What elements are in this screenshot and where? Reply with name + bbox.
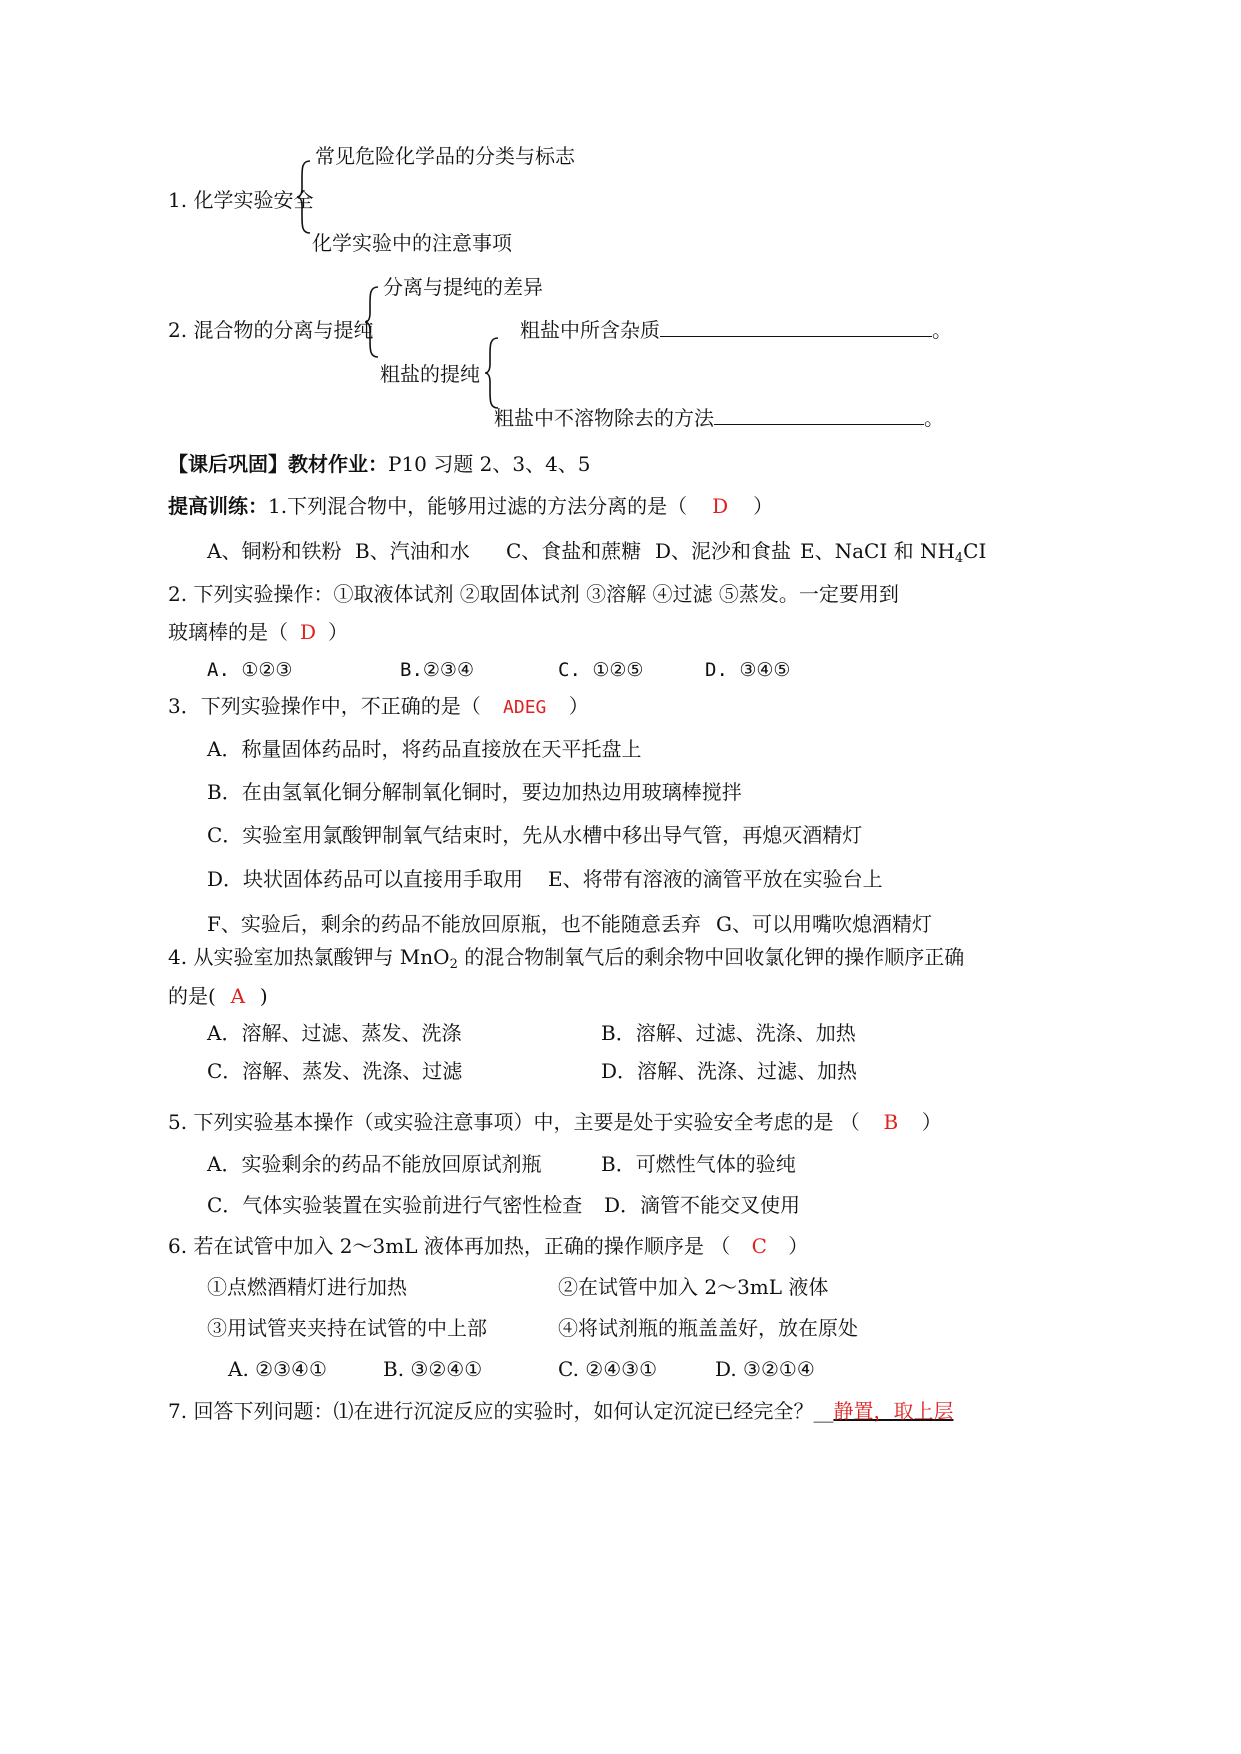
q3-option-c: C．实验室用氯酸钾制氧气结束时，先从水槽中移出导气管，再熄灭酒精灯 bbox=[207, 823, 863, 847]
q7-stem bbox=[168, 1397, 953, 1425]
q4-answer: A bbox=[230, 984, 246, 1008]
q6-step-4: ④将试剂瓶的瓶盖盖好，放在原处 bbox=[558, 1316, 858, 1340]
q1-option-e-sub: 4 bbox=[954, 551, 964, 566]
q1-option-e-pre: E、NaCI 和 NH bbox=[800, 539, 955, 563]
q3-answer: ADEG bbox=[503, 697, 547, 718]
q1-option-d: D、泥沙和食盐 bbox=[655, 539, 792, 563]
q3-option-d: D．块状固体药品可以直接用手取用 bbox=[207, 867, 524, 891]
q5-stem bbox=[168, 1108, 942, 1136]
q6-option-b: B. ③②④① bbox=[383, 1357, 483, 1381]
q3-stem-text: 3．下列实验操作中，不正确的是（ bbox=[168, 694, 481, 718]
q5-stem-text: 5. 下列实验基本操作（或实验注意事项）中，主要是处于实验安全考虑的是 （ bbox=[168, 1110, 860, 1134]
q1-stem-text: 1.下列混合物中，能够用过滤的方法分离的是（ bbox=[268, 494, 688, 518]
q3-option-b: B．在由氢氧化铜分解制氧化铜时，要边加热边用玻璃棒搅拌 bbox=[207, 780, 742, 804]
outline1-label: 1. 化学实验安全 bbox=[168, 188, 314, 212]
outline2-sub-1-blank[interactable] bbox=[660, 316, 932, 337]
q6-option-d: D. ③②①④ bbox=[715, 1357, 815, 1381]
q5-option-b: B．可燃性气体的验纯 bbox=[601, 1152, 796, 1176]
homework-heading: 【课后巩固】教材作业： bbox=[168, 452, 388, 476]
q3-option-f: F、实验后，剩余的药品不能放回原瓶，也不能随意丢弃 bbox=[207, 912, 701, 936]
q1-close: ） bbox=[753, 494, 774, 518]
q6-option-a: A. ②③④① bbox=[228, 1357, 327, 1381]
q2-answer: D bbox=[299, 620, 317, 644]
q5-option-a: A．实验剩余的药品不能放回原试剂瓶 bbox=[207, 1152, 542, 1176]
q2-option-b: B.②③④ bbox=[400, 659, 474, 681]
q1-option-e bbox=[800, 537, 986, 565]
q1-option-a: A、铜粉和铁粉 bbox=[207, 539, 342, 563]
q4-stem-pre: 4. 从实验室加热氯酸钾与 MnO bbox=[168, 945, 450, 969]
q2-option-d: D. ③④⑤ bbox=[705, 659, 791, 681]
q4-stem-line-2 bbox=[168, 982, 268, 1010]
q6-answer: C bbox=[751, 1234, 767, 1258]
q3-stem bbox=[168, 692, 589, 722]
q4-option-c: C．溶解、蒸发、洗涤、过滤 bbox=[207, 1059, 463, 1083]
q7-answer: 静置，取上层 bbox=[833, 1399, 954, 1423]
outline2-sub-2-end: 。 bbox=[924, 406, 944, 430]
q6-option-c: C. ②④③① bbox=[558, 1357, 658, 1381]
q4-stem-post: 的混合物制氧气后的剩余物中回收氯化钾的操作顺序正确 bbox=[457, 945, 965, 969]
outline2-sub-1-label: 粗盐中所含杂质 bbox=[520, 318, 660, 342]
q1-option-b: B、汽油和水 bbox=[355, 539, 470, 563]
outline2-sub-1-end: 。 bbox=[932, 318, 952, 342]
q2-option-c: C. ①②⑤ bbox=[558, 659, 644, 681]
q6-step-2: ②在试管中加入 2～3mL 液体 bbox=[558, 1275, 829, 1299]
q4-option-b: B．溶解、过滤、洗涤、加热 bbox=[601, 1021, 856, 1045]
q4-option-a: A．溶解、过滤、蒸发、洗涤 bbox=[207, 1021, 462, 1045]
q1-option-c: C、食盐和蔗糖 bbox=[506, 539, 642, 563]
outline2-sub-2-label: 粗盐中不溶物除去的方法 bbox=[494, 406, 714, 430]
outline2-label: 2. 混合物的分离与提纯 bbox=[168, 318, 374, 342]
q7-answer-lead: __ bbox=[813, 1399, 834, 1423]
outline1-brace bbox=[296, 160, 314, 234]
q6-stem-text: 6. 若在试管中加入 2～3mL 液体再加热，正确的操作顺序是 （ bbox=[168, 1234, 731, 1258]
q4-stem-sub: 2 bbox=[449, 957, 458, 972]
q1-stem bbox=[168, 492, 773, 520]
q1-heading: 提高训练： bbox=[168, 494, 268, 518]
q2-close: ） bbox=[328, 620, 348, 644]
q2-stem-line-2 bbox=[168, 618, 348, 646]
q3-option-e: E、将带有溶液的滴管平放在实验台上 bbox=[548, 867, 883, 891]
q1-option-e-post: CI bbox=[963, 539, 987, 563]
q4-stem-line-1 bbox=[168, 943, 964, 971]
outline1-branch-1: 常见危险化学品的分类与标志 bbox=[315, 144, 575, 168]
q1-answer: D bbox=[712, 494, 729, 518]
q2-stem-text: 玻璃棒的是（ bbox=[168, 620, 288, 644]
outline2-sub-1 bbox=[520, 316, 952, 344]
outline2-branch-2: 粗盐的提纯 bbox=[380, 362, 480, 386]
outline1-branch-2: 化学实验中的注意事项 bbox=[312, 231, 512, 255]
q7-stem-text: 7. 回答下列问题：⑴在进行沉淀反应的实验时，如何认定沉淀已经完全？ bbox=[168, 1399, 814, 1423]
q6-step-3: ③用试管夹夹持在试管的中上部 bbox=[207, 1316, 487, 1340]
q6-close: ） bbox=[788, 1234, 809, 1258]
outline2-branch-1: 分离与提纯的差异 bbox=[383, 275, 543, 299]
outline2-sub-brace bbox=[484, 337, 502, 409]
q5-option-d: D．滴管不能交叉使用 bbox=[604, 1193, 801, 1217]
q5-option-c: C．气体实验装置在实验前进行气密性检查 bbox=[207, 1193, 583, 1217]
q2-option-a: A. ①②③ bbox=[207, 659, 293, 681]
q3-option-g: G、可以用嘴吹熄酒精灯 bbox=[716, 912, 932, 936]
outline2-brace bbox=[364, 286, 382, 358]
q6-stem bbox=[168, 1232, 808, 1260]
q6-step-1: ①点燃酒精灯进行加热 bbox=[207, 1275, 407, 1299]
q5-answer: B bbox=[883, 1110, 899, 1134]
q3-close: ） bbox=[568, 694, 589, 718]
homework-text: P10 习题 2、3、4、5 bbox=[388, 452, 591, 476]
outline2-sub-2 bbox=[494, 404, 944, 432]
outline2-sub-2-blank[interactable] bbox=[714, 404, 924, 425]
q5-close: ） bbox=[921, 1110, 942, 1134]
q4-option-d: D．溶解、洗涤、过滤、加热 bbox=[601, 1059, 858, 1083]
q3-option-a: A．称量固体药品时，将药品直接放在天平托盘上 bbox=[207, 737, 642, 761]
homework-line bbox=[168, 450, 591, 478]
q4-stem-text: 的是( bbox=[168, 984, 216, 1008]
q2-stem-line-1: 2. 下列实验操作：①取液体试剂 ②取固体试剂 ③溶解 ④过滤 ⑤蒸发。一定要用到 bbox=[168, 582, 899, 606]
q4-close: ) bbox=[259, 984, 268, 1008]
